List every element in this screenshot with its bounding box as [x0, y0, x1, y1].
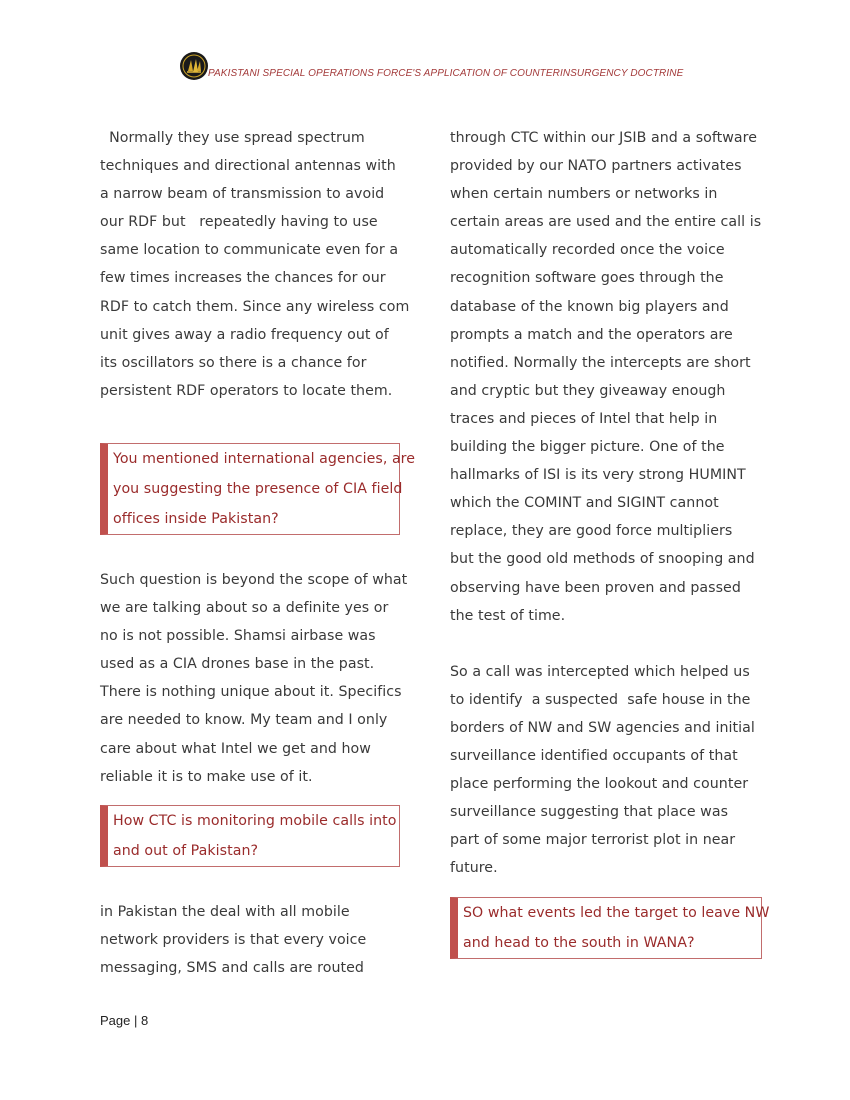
text-line: are needed to know. My team and I only [100, 712, 388, 729]
text-line: provided by our NATO partners activates [450, 158, 742, 175]
page-number: Page | 8 [100, 1013, 149, 1028]
text-line: recognition software goes through the [450, 270, 724, 287]
text-line: observing have been proven and passed [450, 579, 741, 596]
question-line: offices inside Pakistan? [113, 510, 279, 527]
paragraph [100, 898, 400, 982]
question-line: you suggesting the presence of CIA field [113, 480, 403, 497]
text-line: when certain numbers or networks in [450, 186, 718, 203]
text-line: traces and pieces of Intel that help in [450, 410, 718, 427]
text-line: database of the known big players and [450, 298, 729, 315]
right-column [450, 124, 770, 959]
text-line: used as a CIA drones base in the past. [100, 656, 375, 673]
text-line: future. [450, 860, 498, 877]
paragraph [450, 658, 755, 883]
text-line: persistent RDF operators to locate them. [100, 382, 393, 399]
question-line: SO what events led the target to leave NW [463, 904, 770, 921]
paragraph [100, 124, 410, 405]
text-line: reliable it is to make use of it. [100, 768, 313, 785]
text-line: place performing the lookout and counter [450, 776, 749, 793]
text-line: the test of time. [450, 607, 566, 624]
text-line: Normally they use spread spectrum [100, 130, 365, 146]
text-line: which the COMINT and SIGINT cannot [450, 495, 719, 512]
text-line: but the good old methods of snooping and [450, 551, 755, 568]
text-line: hallmarks of ISI is its very strong HUMINT [450, 467, 746, 484]
text-line: surveillance suggesting that place was [450, 804, 729, 821]
text-line: we are talking about so a definite yes or [100, 600, 389, 617]
text-line: part of some major terrorist plot in near [450, 832, 736, 849]
text-line: through CTC within our JSIB and a software [450, 130, 758, 146]
text-line: few times increases the chances for our [100, 270, 386, 287]
text-line: techniques and directional antennas with [100, 158, 396, 175]
text-line: to identify a suspected safe house in the [450, 691, 751, 708]
interview-question [450, 897, 770, 959]
question-line: How CTC is monitoring mobile calls into [113, 812, 397, 829]
text-line: RDF to catch them. Since any wireless com [100, 298, 410, 315]
interview-question [100, 805, 400, 867]
text-line: our RDF but repeatedly having to use [100, 214, 378, 231]
text-line: in Pakistan the deal with all mobile [100, 903, 350, 920]
text-line: notified. Normally the intercepts are short [450, 354, 751, 371]
text-line: Such question is beyond the scope of what [100, 571, 408, 588]
text-line: network providers is that every voice [100, 931, 367, 948]
text-line: automatically recorded once the voice [450, 242, 725, 259]
text-line: There is nothing unique about it. Specifics [100, 684, 402, 701]
text-line: borders of NW and SW agencies and initial [450, 719, 755, 736]
text-line: unit gives away a radio frequency out of [100, 326, 389, 343]
paragraph [450, 124, 762, 630]
text-line: its oscillators so there is a chance for [100, 354, 367, 371]
text-line: messaging, SMS and calls are routed [100, 959, 364, 976]
text-line: care about what Intel we get and how [100, 740, 371, 757]
paragraph [100, 566, 408, 791]
question-line: and head to the south in WANA? [463, 934, 695, 951]
left-column [100, 124, 416, 982]
text-line: same location to communicate even for a [100, 242, 399, 259]
running-header-title: PAKISTANI SPECIAL OPERATIONS FORCE'S APPLICATION OF COUNTERINSURGENCY DOCTRINE [208, 68, 684, 79]
text-line: replace, they are good force multipliers [450, 523, 733, 540]
text-line: building the bigger picture. One of the [450, 439, 725, 456]
text-line: a narrow beam of transmission to avoid [100, 186, 385, 203]
question-line: and out of Pakistan? [113, 842, 259, 859]
text-line: no is not possible. Shamsi airbase was [100, 628, 376, 645]
question-line: You mentioned international agencies, are [113, 450, 416, 467]
page-header [0, 50, 850, 84]
text-line: prompts a match and the operators are [450, 326, 733, 343]
text-line: surveillance identified occupants of that [450, 748, 738, 765]
text-line: So a call was intercepted which helped us [450, 663, 750, 680]
text-line: and cryptic but they giveaway enough [450, 382, 726, 399]
ssg-emblem-icon [179, 51, 209, 81]
interview-question [100, 443, 416, 535]
text-line: certain areas are used and the entire call is [450, 214, 762, 231]
